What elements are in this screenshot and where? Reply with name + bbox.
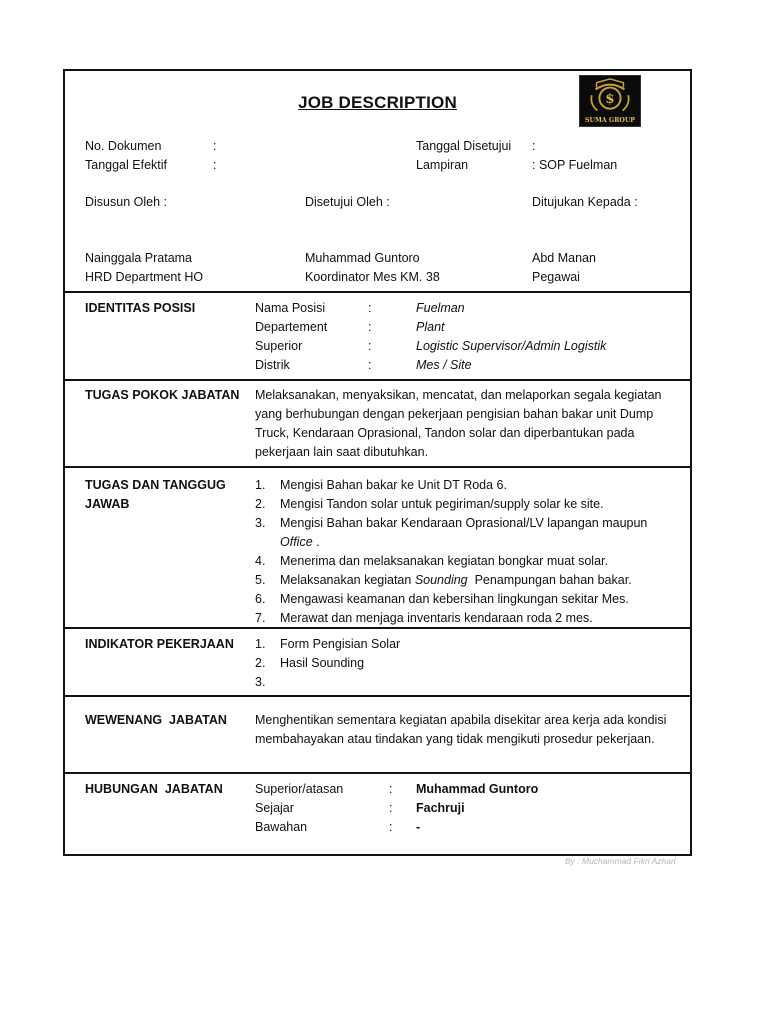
tugas-pokok-text: Melaksanakan, menyaksikan, mencatat, dan melaporkan segala kegiatan yang berhubungan dengan pekerjaan pengisian bahan bakar unit Dump Truck, Kendaraan Oprasional, Tandon solar dan diperbantukan pada pekerjaan lain saat dibutuhkan. — [255, 388, 662, 459]
section-divider — [65, 695, 690, 697]
suma-group-logo — [579, 75, 641, 127]
tugas-tanggung-jawab-label-line1: TUGAS DAN TANGGUG — [85, 478, 226, 492]
list-number: 1. — [255, 637, 266, 651]
ditujukan-kepada-label: Ditujukan Kepada : — [532, 195, 638, 209]
list-item — [255, 635, 675, 654]
field-colon: : — [368, 339, 372, 353]
list-text: Mengisi Bahan bakar Kendaraan Oprasional/LV lapangan maupun — [280, 516, 648, 530]
field-colon: : — [368, 358, 372, 372]
identitas-posisi-label: IDENTITAS POSISI — [85, 301, 196, 315]
list-item — [255, 571, 675, 590]
indikator-pekerjaan-label: INDIKATOR PEKERJAAN — [85, 637, 234, 651]
field-value: Mes / Site — [416, 358, 472, 372]
list-text-tail: Penampungan bahan bakar. — [467, 573, 632, 587]
lampiran-value: : SOP Fuelman — [532, 158, 618, 172]
disusun-oleh-label: Disusun Oleh : — [85, 195, 167, 209]
list-item — [255, 590, 675, 609]
tanggal-disetujui-label: Tanggal Disetujui — [416, 139, 512, 153]
list-text-emphasis: Sounding — [414, 573, 468, 587]
list-text: Merawat dan menjaga inventaris kendaraan roda 2 mes. — [280, 611, 593, 625]
list-number: 7. — [255, 611, 266, 625]
list-text: Menerima dan melaksanakan kegiatan bongkar muat solar. — [280, 554, 608, 568]
list-text: Mengisi Tandon solar untuk pegiriman/supply solar ke site. — [280, 497, 604, 511]
list-text: Mengisi Bahan bakar ke Unit DT Roda 6. — [280, 478, 507, 492]
hubungan-jabatan-label: HUBUNGAN JABATAN — [85, 782, 223, 796]
section-divider — [65, 379, 690, 381]
svg-text:$: $ — [605, 90, 615, 107]
wewenang-text: Menghentikan sementara kegiatan apabila disekitar area kerja ada kondisi membahayakan atau tindakan yang tidak mengikuti prosedur pekerjaan. — [255, 713, 667, 746]
disetujui-oleh-label: Disetujui Oleh : — [305, 195, 390, 209]
hubungan-row-label: Superior/atasan — [255, 782, 344, 796]
list-number: 6. — [255, 592, 266, 606]
list-text-tail: . — [312, 535, 320, 549]
list-item — [255, 609, 675, 628]
field-colon: : — [368, 320, 372, 334]
field-value: Fuelman — [416, 301, 465, 315]
field-colon: : — [368, 301, 372, 315]
hubungan-row-value: - — [416, 820, 421, 834]
wewenang-jabatan-label: WEWENANG JABATAN — [85, 713, 227, 727]
hubungan-row-label: Bawahan — [255, 820, 308, 834]
document-title: JOB DESCRIPTION — [298, 93, 457, 112]
hubungan-row-value: Muhammad Guntoro — [416, 782, 539, 796]
list-item — [255, 476, 675, 495]
job-description-sheet — [63, 69, 692, 856]
logo-emblem-icon — [580, 76, 640, 126]
tugas-pokok-label: TUGAS POKOK JABATAN — [85, 388, 240, 402]
field-value: Plant — [416, 320, 445, 334]
list-number: 2. — [255, 656, 266, 670]
list-text: Form Pengisian Solar — [280, 637, 401, 651]
list-number: 2. — [255, 497, 266, 511]
disetujui-role: Koordinator Mes KM. 38 — [305, 270, 440, 284]
list-number: 3. — [255, 516, 266, 530]
ditujukan-name: Abd Manan — [532, 251, 596, 265]
list-number: 5. — [255, 573, 266, 587]
section-divider — [65, 772, 690, 774]
hubungan-row-colon: : — [389, 801, 393, 815]
no-dokumen-label: No. Dokumen — [85, 139, 162, 153]
list-item — [255, 495, 675, 514]
disusun-role: HRD Department HO — [85, 270, 204, 284]
list-item — [255, 552, 675, 571]
tugas-list — [255, 476, 675, 628]
list-text-emphasis: Office — [280, 535, 313, 549]
tanggal-disetujui-colon: : — [532, 139, 536, 153]
hubungan-row-colon: : — [389, 820, 393, 834]
list-item — [255, 514, 675, 552]
tanggal-efektif-colon: : — [213, 158, 217, 172]
field-label: Departement — [255, 320, 328, 334]
list-number: 1. — [255, 478, 266, 492]
field-value: Logistic Supervisor/Admin Logistik — [416, 339, 607, 353]
field-label: Nama Posisi — [255, 301, 326, 315]
tugas-tanggung-jawab-label-line2: JAWAB — [85, 497, 130, 511]
field-label: Superior — [255, 339, 303, 353]
tanggal-efektif-label: Tanggal Efektif — [85, 158, 167, 172]
hubungan-row-colon: : — [389, 782, 393, 796]
hubungan-row-value: Fachruji — [416, 801, 465, 815]
section-divider — [65, 627, 690, 629]
section-divider — [65, 291, 690, 293]
ditujukan-role: Pegawai — [532, 270, 580, 284]
list-text: Mengawasi keamanan dan kebersihan lingkungan sekitar Mes. — [280, 592, 629, 606]
lampiran-label: Lampiran — [416, 158, 469, 172]
list-number: 3. — [255, 675, 266, 689]
logo-text: SUMA GROUP — [584, 117, 636, 125]
list-number: 4. — [255, 554, 266, 568]
author-credit: By : Muchammad Fikri Azhari — [565, 856, 676, 866]
section-divider — [65, 466, 690, 468]
list-item — [255, 654, 675, 673]
list-text: Hasil Sounding — [280, 656, 365, 670]
indikator-list — [255, 635, 675, 689]
list-text: Melaksanakan kegiatan — [280, 573, 415, 587]
field-label: Distrik — [255, 358, 290, 372]
hubungan-row-label: Sejajar — [255, 801, 294, 815]
disusun-name: Nainggala Pratama — [85, 251, 193, 265]
disetujui-name: Muhammad Guntoro — [305, 251, 420, 265]
no-dokumen-colon: : — [213, 139, 217, 153]
